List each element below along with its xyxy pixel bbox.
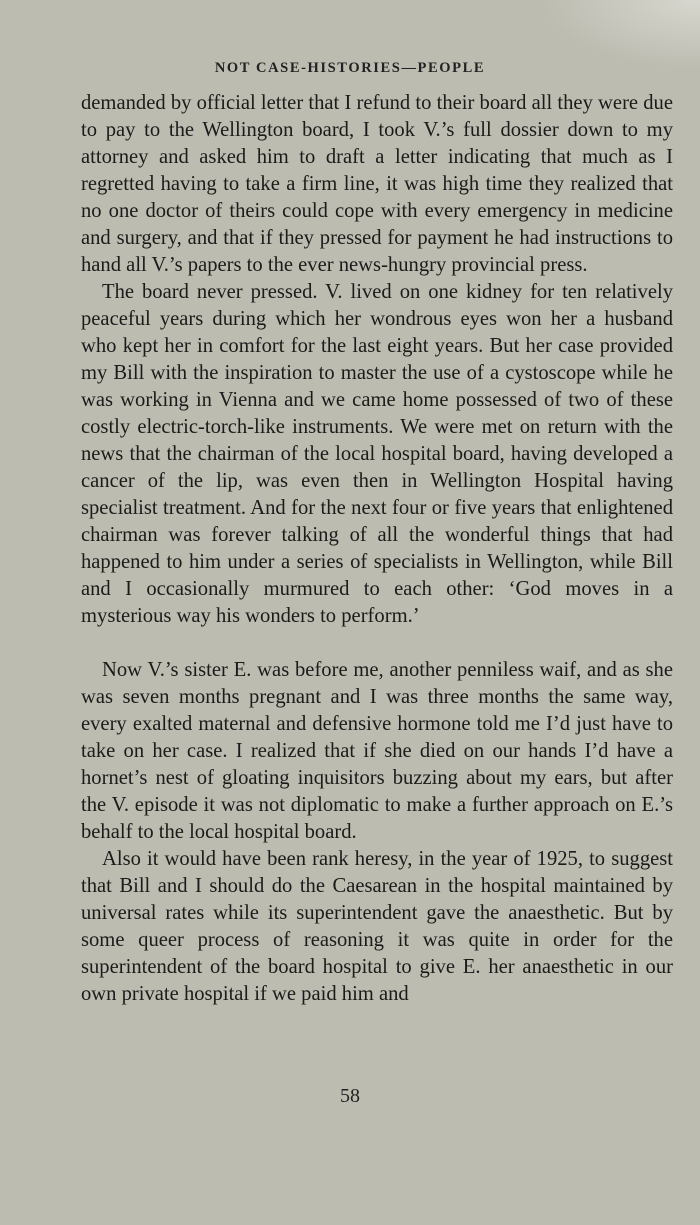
body-text	[81, 90, 673, 1008]
page-number: 58	[340, 1085, 360, 1107]
running-head: NOT CASE-HISTORIES—PEOPLE	[214, 60, 486, 76]
paragraph-continuation: demanded by official letter that I refund to their board all they were due to pay to the Wellington board, I took V.’s full dossier down to my attorney and asked him to draft a letter indicating that much as I regretted having to take a firm line, it was high time they realized that no one doctor of theirs could cope with every emergency in medicine and surgery, and that if they pressed for payment he had instructions to hand all V.’s papers to the ever news-hungry provincial press.	[81, 92, 673, 276]
paragraph: Now V.’s sister E. was before me, another penniless waif, and as she was seven months pregnant and I was three months the same way, every exalted maternal and defensive hormone told me I’d just have to take on her case. I realized that if she died on our hands I’d have a hornet’s nest of gloating inquisitors buzzing about my ears, but after the V. episode it was not diplomatic to make a further approach on E.’s behalf to the local hospital board.	[81, 659, 673, 843]
paragraph: The board never pressed. V. lived on one kidney for ten relatively peaceful years during which her wondrous eyes won her a husband who kept her in comfort for the last eight years. But her case provided my Bill with the inspiration to master the use of a cystoscope while he was working in Vienna and we came home possessed of two of these costly electric-torch-like instruments. We were met on return with the news that the chairman of the local hospital board, having developed a cancer of the lip, was even then in Wellington Hospital having specialist treatment. And for the next four or five years that enlightened chairman was forever talking of all the wonderful things that had happened to him under a series of specialists in Wellington, while Bill and I occasionally murmured to each other: ‘God moves in a mysterious way his wonders to perform.’	[81, 281, 673, 627]
paragraph: Also it would have been rank heresy, in the year of 1925, to suggest that Bill and I should do the Caesarean in the hospital maintained by universal rates while its superintendent gave the anaesthetic. But by some queer process of reasoning it was quite in order for the superintendent of the board hospital to give E. her anaesthetic in our own private hospital if we paid him and	[81, 848, 673, 1005]
